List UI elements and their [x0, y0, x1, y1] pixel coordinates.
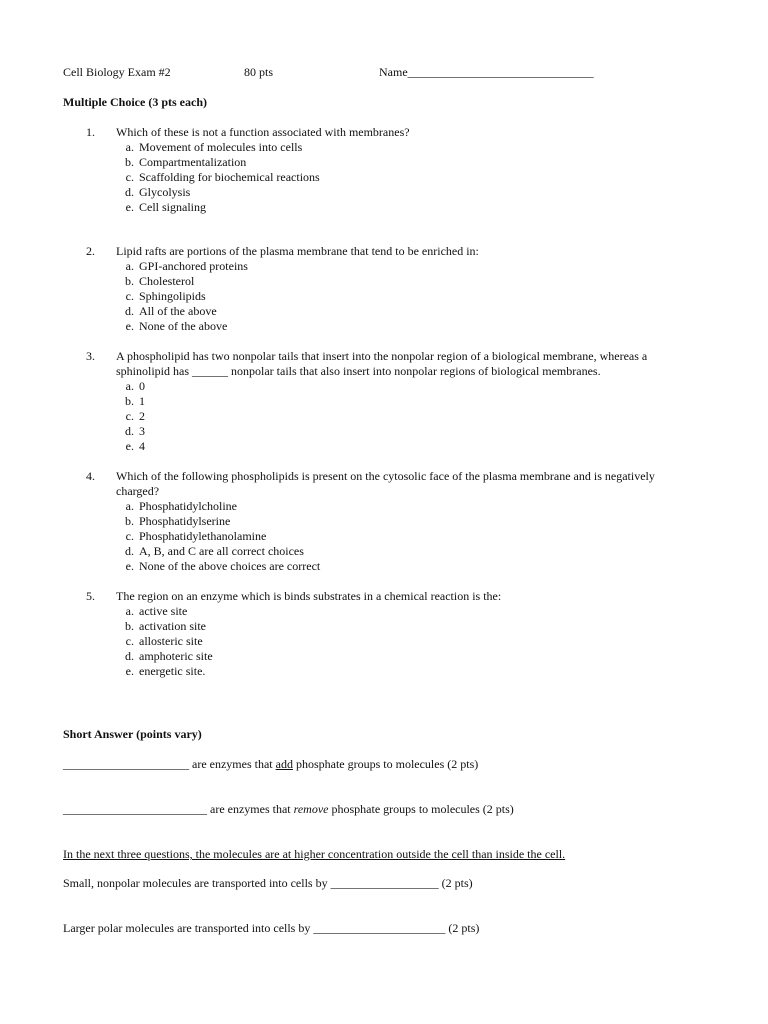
- option-letter: c.: [125, 634, 134, 648]
- question-text: phosphate groups to molecules (2 pts): [328, 802, 514, 816]
- option-letter: d.: [125, 424, 134, 438]
- option-text: Scaffolding for biochemical reactions: [139, 170, 320, 184]
- option-text: Glycolysis: [139, 185, 191, 199]
- option-text: Cell signaling: [139, 200, 206, 214]
- answer-blank[interactable]: __________________: [330, 876, 439, 890]
- option-letter: d.: [125, 304, 134, 318]
- option-text: active site: [139, 604, 188, 618]
- emphasis-word: add: [275, 757, 293, 771]
- short-answer-4: [63, 921, 479, 936]
- question-number: 2.: [86, 244, 95, 258]
- option-letter: b.: [125, 274, 134, 288]
- option-letter: e.: [125, 319, 134, 333]
- option-letter: d.: [125, 185, 134, 199]
- exam-title: Cell Biology Exam #2: [63, 65, 171, 79]
- option-letter: a.: [125, 499, 134, 513]
- option-text: GPI-anchored proteins: [139, 259, 248, 273]
- question-text: Larger polar molecules are transported into cells by: [63, 921, 314, 935]
- option-letter: b.: [125, 619, 134, 633]
- option-letter: a.: [125, 604, 134, 618]
- option-text: Sphingolipids: [139, 289, 206, 303]
- option-text: 0: [139, 379, 145, 393]
- option-text: Cholesterol: [139, 274, 195, 288]
- option-letter: c.: [125, 409, 134, 423]
- option-text: None of the above choices are correct: [139, 559, 321, 573]
- option-text: 2: [139, 409, 145, 423]
- answer-blank[interactable]: _____________________: [63, 757, 189, 771]
- instruction-note: In the next three questions, the molecules are at higher concentration outside the cell than inside the cell.: [63, 847, 566, 861]
- question-text: Small, nonpolar molecules are transported into cells by: [63, 876, 331, 890]
- question-number: 1.: [86, 125, 95, 139]
- option-letter: e.: [125, 664, 134, 678]
- question-text: (2 pts): [445, 921, 480, 935]
- emphasis-word: remove: [293, 802, 329, 816]
- question-text: (2 pts): [438, 876, 473, 890]
- question-text: Lipid rafts are portions of the plasma membrane that tend to be enriched in:: [116, 244, 479, 258]
- option-letter: d.: [125, 649, 134, 663]
- option-letter: b.: [125, 394, 134, 408]
- option-text: None of the above: [139, 319, 228, 333]
- option-text: 3: [139, 424, 145, 438]
- question-number: 4.: [86, 469, 95, 483]
- option-text: activation site: [139, 619, 206, 633]
- option-text: Phosphatidylserine: [139, 514, 231, 528]
- question-number: 5.: [86, 589, 95, 603]
- question-number: 3.: [86, 349, 95, 363]
- question-text: Which of the following phospholipids is present on the cytosolic face of the plasma membrane and is negatively charged?: [116, 469, 655, 498]
- short-answer-3: [63, 876, 473, 891]
- option-letter: c.: [125, 529, 134, 543]
- option-text: Phosphatidylcholine: [139, 499, 237, 513]
- question-text: The region on an enzyme which is binds substrates in a chemical reaction is the:: [116, 589, 502, 603]
- question-text: A phospholipid has two nonpolar tails that insert into the nonpolar region of a biological membrane, whereas a sphinolipid has ______ nonpolar tails that also insert into nonpolar regions of biological membranes.: [116, 349, 648, 378]
- question-text: phosphate groups to molecules (2 pts): [292, 757, 479, 771]
- question-text: are enzymes that: [189, 757, 276, 771]
- question-text: are enzymes that: [207, 802, 294, 816]
- option-letter: e.: [125, 200, 134, 214]
- option-letter: c.: [125, 289, 134, 303]
- option-text: 4: [139, 439, 145, 453]
- short-answer-heading: Short Answer (points vary): [63, 727, 202, 741]
- option-text: Compartmentalization: [139, 155, 247, 169]
- option-text: allosteric site: [139, 634, 203, 648]
- multiple-choice-heading: Multiple Choice (3 pts each): [63, 95, 207, 109]
- option-letter: e.: [125, 559, 134, 573]
- short-answer-2: [63, 802, 514, 817]
- option-text: A, B, and C are all correct choices: [139, 544, 304, 558]
- option-letter: c.: [125, 170, 134, 184]
- option-letter: a.: [125, 379, 134, 393]
- option-text: Movement of molecules into cells: [139, 140, 303, 154]
- option-text: amphoteric site: [139, 649, 213, 663]
- option-letter: b.: [125, 514, 134, 528]
- question-text: Which of these is not a function associated with membranes?: [116, 125, 410, 139]
- option-text: energetic site.: [139, 664, 206, 678]
- option-letter: d.: [125, 544, 134, 558]
- option-letter: e.: [125, 439, 134, 453]
- exam-points: 80 pts: [244, 65, 274, 79]
- option-letter: a.: [125, 140, 134, 154]
- option-text: All of the above: [139, 304, 217, 318]
- answer-blank[interactable]: ______________________: [313, 921, 446, 935]
- option-text: Phosphatidylethanolamine: [139, 529, 267, 543]
- option-letter: a.: [125, 259, 134, 273]
- short-answer-1: [63, 757, 478, 772]
- option-letter: b.: [125, 155, 134, 169]
- answer-blank[interactable]: ________________________: [63, 802, 207, 816]
- option-text: 1: [139, 394, 145, 408]
- name-field[interactable]: Name_______________________________: [379, 65, 594, 79]
